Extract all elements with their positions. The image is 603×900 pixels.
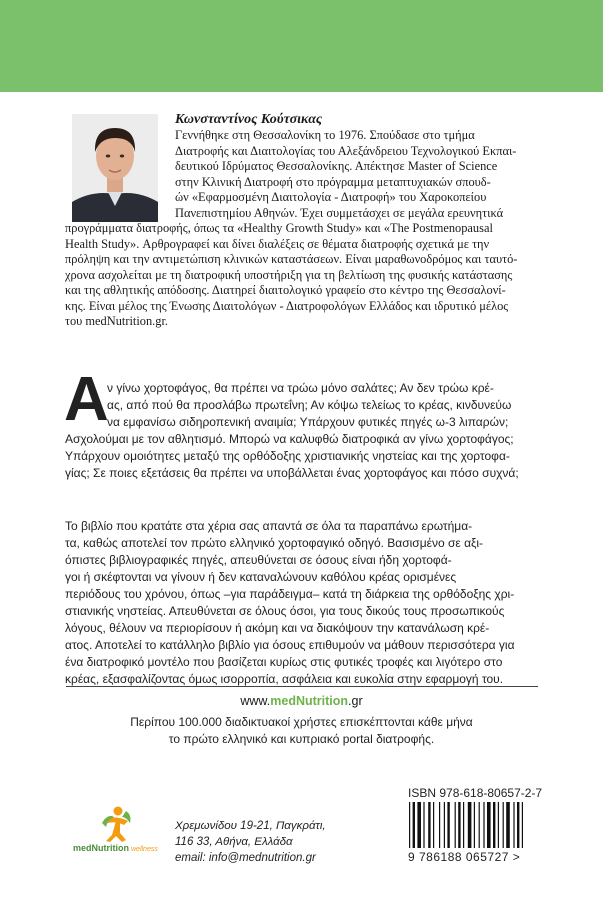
mednutrition-logo-icon bbox=[98, 805, 134, 848]
bio-line: προγράμματα διατροφής, όπως τα «Healthy Growth Study» και «The Postmenopausal bbox=[65, 221, 493, 235]
top-green-band bbox=[0, 0, 603, 92]
body-line: ατος. Αποτελεί το κατάλληλο βιβλίο για όσους επιθυμούν να μάθουν περισσότερα για bbox=[65, 638, 515, 652]
body-line: όπιστες βιβλιογραφικές πηγές, απευθύνεται σε όσους είναι ήδη χορτοφά- bbox=[65, 553, 452, 567]
barcode-bar bbox=[522, 802, 523, 848]
tagline-line: Περίπου 100.000 διαδικτυακοί χρήστες επισκέπτονται κάθε μήνα bbox=[130, 715, 473, 729]
author-name: Κωνσταντίνος Κούτσικας bbox=[175, 112, 323, 127]
bio-line: κης. Είναι μέλος της Ένωσης Διαιτολόγων - Διατροφολόγων Ελλάδος και ιδρυτικό μέλος bbox=[65, 298, 509, 313]
intro-line: γίας; Σε ποιες εξετάσεις θα πρέπει να υποβάλλεται ένας χορτοφάγος και πόσο συχνά; bbox=[65, 466, 519, 480]
intro-line: ν γίνω χορτοφάγος, θα πρέπει να τρώω μόνο σαλάτες; Αν δεν τρώω κρέ- bbox=[107, 381, 494, 395]
website-suffix: .gr bbox=[348, 694, 363, 708]
intro-line: να εμφανίσω σιδηροπενική αναιμία; Υπάρχουν φυτικές πηγές ω-3 λιπαρών; bbox=[107, 415, 509, 429]
barcode-bar bbox=[517, 802, 519, 848]
body-line: γοι ή σκέφτονται να γίνουν ή δεν καταναλώνουν καθόλου κρέας ορισμένες bbox=[65, 570, 457, 584]
body-line: Το βιβλίο που κρατάτε στα χέρια σας απαντά σε όλα τα παραπάνω ερωτήμα- bbox=[65, 519, 473, 533]
barcode-bar bbox=[493, 802, 495, 848]
publisher-address bbox=[175, 818, 326, 866]
body-line: ένα διατροφικό μοντέλο που βασίζεται κυρίως στις φυτικές τροφές και λιγότερο στο bbox=[65, 655, 503, 669]
barcode-bar bbox=[409, 802, 410, 848]
address-line: 116 33, Αθήνα, Ελλάδα bbox=[175, 836, 293, 848]
barcode-bar bbox=[428, 802, 430, 848]
website-brand: medNutrition bbox=[270, 694, 349, 708]
intro-line: ας, από πού θα προσλάβω πρωτεΐνη; Αν κόψω τελείως το κρέας, κινδυνεύω bbox=[107, 398, 512, 412]
barcode-bar bbox=[444, 802, 445, 848]
barcode-bar bbox=[503, 802, 504, 848]
body-line: κρέας, εξασφαλίζοντας όμως ισορροπία, ασφάλεια και ευκολία στην εφαρμογή του. bbox=[65, 672, 504, 686]
barcode-bar bbox=[506, 802, 510, 848]
barcode-bar bbox=[474, 802, 475, 848]
barcode-bar bbox=[423, 802, 424, 848]
barcode-bar bbox=[498, 802, 499, 848]
body-line: περιόδους του χρόνου, όπως –για παράδειγμα– κατά τη διάρκεια της ορθόδοξης χρι- bbox=[65, 587, 515, 601]
isbn-label: ISBN 978-618-80657-2-7 bbox=[408, 786, 543, 800]
barcode-bar bbox=[439, 802, 440, 848]
barcode-bar bbox=[458, 802, 460, 848]
bio-line: ών «Εφαρμοσμένη Διαιτολογία - Διατροφή» του Χαροκοπείου bbox=[175, 190, 487, 204]
email-link[interactable]: email: info@mednutrition.gr bbox=[175, 852, 316, 864]
barcode bbox=[405, 802, 545, 855]
book-description bbox=[65, 518, 550, 688]
author-bio-bottom bbox=[65, 221, 547, 330]
barcode-bar bbox=[468, 802, 472, 848]
bio-line: και της αθλητικής απόδοσης. Διατηρεί διαιτολογικό γραφείο στο κέντρο της Θεσσαλονί- bbox=[65, 283, 506, 297]
bio-line: Health Study». Αρθρογραφεί και δίνει διαλέξεις σε θέματα διατροφής σχετικά με την bbox=[65, 236, 490, 251]
author-photo bbox=[72, 114, 158, 222]
barcode-bar bbox=[433, 802, 434, 848]
barcode-bar bbox=[455, 802, 456, 848]
barcode-bar bbox=[413, 802, 415, 848]
bio-line: πρόληψη και την αντιμετώπιση κλινικών καταστάσεων. Είναι μαραθωνοδρόμος και ταυτό- bbox=[65, 252, 518, 266]
bio-line: Πανεπιστημίου Αθηνών. Έχει συμμετάσχει σε μεγάλα ερευνητικά bbox=[175, 205, 504, 220]
bio-line: δευτικού Ιδρύματος Θεσσαλονίκης. Απέκτησε Master of Science bbox=[175, 159, 498, 173]
website-link[interactable] bbox=[0, 694, 603, 708]
tagline-line: το πρώτο ελληνικό και κυπριακό portal διατροφής. bbox=[168, 732, 435, 746]
barcode-bar bbox=[479, 802, 480, 848]
bio-line: του medNutrition.gr. bbox=[65, 314, 169, 328]
body-line: τα, καθώς αποτελεί τον πρώτο ελληνικό χορτοφαγικό οδηγό. Βασισμένο σε αξι- bbox=[65, 536, 484, 550]
bio-line: χρονα ασχολείται με τη διατροφική υποστήριξη για τη βελτίωση της φυσικής κατάστασης bbox=[65, 267, 513, 282]
bio-line: Διατροφής και Διαιτολογίας του Αλεξάνδρειου Τεχνολογικού Εκπαι- bbox=[175, 143, 517, 158]
address-line: Χρεμωνίδου 19-21, Παγκράτι, bbox=[175, 820, 326, 832]
drop-cap: Α bbox=[64, 365, 109, 434]
bio-line: στην Κλινική Διατροφή στο πρόγραμμα μεταπτυχιακών σπουδ- bbox=[175, 174, 491, 189]
intro-line: Υπάρχουν ομοιότητες μεταξύ της ορθόδοξης χριστιανικής νηστείας και της χορτοφα- bbox=[65, 449, 510, 463]
intro-questions bbox=[65, 380, 550, 482]
body-line: στιανικής νηστείας. Απευθύνεται σε όλους όσοι, για τους δικούς τους προσωπικούς bbox=[65, 604, 505, 618]
mednutrition-logo bbox=[73, 843, 158, 853]
barcode-bar bbox=[447, 802, 449, 848]
barcode-digits: 9 786188 065727 > bbox=[408, 850, 521, 864]
intro-line: Ασχολούμαι με τον αθλητισμό. Μπορώ να καλυφθώ διατροφικά αν γίνω χορτοφάγος; bbox=[65, 432, 514, 446]
barcode-bar bbox=[487, 802, 491, 848]
barcode-bar bbox=[417, 802, 421, 848]
divider bbox=[66, 686, 538, 687]
barcode-bar bbox=[483, 802, 484, 848]
logo-sub: wellness bbox=[131, 846, 158, 853]
website-prefix: www. bbox=[240, 694, 271, 708]
barcode-bar bbox=[513, 802, 514, 848]
barcode-bar bbox=[463, 802, 464, 848]
bio-line: Γεννήθηκε στη Θεσσαλονίκη το 1976. Σπούδασε στο τμήμα bbox=[175, 128, 475, 142]
author-bio-top bbox=[175, 128, 547, 221]
logo-name: medNutrition bbox=[73, 843, 129, 853]
body-line: λόγους, θέλουν να περιορίσουν ή ακόμη και να διακόψουν την κατανάλωση κρέ- bbox=[65, 621, 490, 635]
tagline bbox=[0, 714, 603, 748]
